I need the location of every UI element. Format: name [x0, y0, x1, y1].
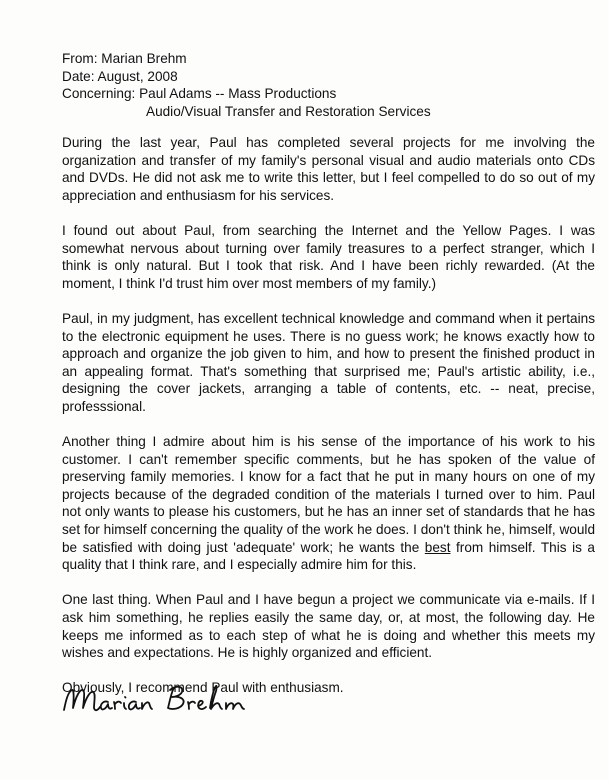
paragraph-1: During the last year, Paul has completed several projects for me involving the organization and transfer of my family's personal visual and audio materials onto CDs and DVDs. He did not ask me to write this letter, but I feel compelled to do so out of my appreciation and enthusiasm for his services.: [62, 135, 595, 203]
from-line: From: Marian Brehm: [62, 51, 187, 66]
handwritten-signature: [58, 680, 258, 728]
paragraph-2: I found out about Paul, from searching the Internet and the Yellow Pages. I was somewhat nervous about turning over family treasures to a perfect stranger, which I think is only natural. But I took that risk. And I have been richly rewarded. (At the moment, I think I'd trust him over most members of my family.): [62, 222, 595, 291]
date-line: Date: August, 2008: [62, 68, 178, 84]
concerning-line: Concerning: Paul Adams -- Mass Productions: [62, 86, 337, 101]
letter-body: [62, 134, 595, 715]
closing-line: Obviously, I recommend Paul with enthusiasm.: [62, 680, 344, 696]
paragraph-5: One last thing. When Paul and I have begun a project we communicate via e-mails. If I ask him something, he replies easily the same day, or, at most, the following day. He keeps me informed as to each step of what he is doing and whether this meets my wishes and expectations. He is highly organized and efficient.: [62, 592, 595, 661]
paragraph-4: [62, 433, 595, 574]
paragraph-4-part-a: Another thing I admire about him is his sense of the importance of his work to his customer. I can't remember specific comments, but he has spoken of the value of preserving family memories. I know for a fact that he put in many hours on one of my projects because of the degraded condition of the materials I turned over to him. Paul not only wants to please his customers, but he has an inner set of standards that he has set for himself concerning the quality of the work he does. I don't think he, himself, would be satisfied with doing just 'adequate' work; he wants the: [62, 434, 595, 555]
emphasis-best: best: [424, 539, 451, 555]
letter-header: [62, 50, 431, 120]
paragraph-4-part-b: from himself. This is a quality that I think rare, and I especially admire him for this.: [62, 539, 595, 573]
paragraph-3: Paul, in my judgment, has excellent technical knowledge and command when it pertains to the electronic equipment he uses. There is no guess work; he knows exactly how to approach and organize the job given to him, and how to present the finished product in an appealing format. That's something that surprised me; Paul's artistic ability, i.e., designing the cover jackets, arranging a table of contents, etc. -- neat, precise, professsional.: [62, 310, 595, 414]
concerning-line-2: Audio/Visual Transfer and Restoration Services: [146, 103, 431, 119]
